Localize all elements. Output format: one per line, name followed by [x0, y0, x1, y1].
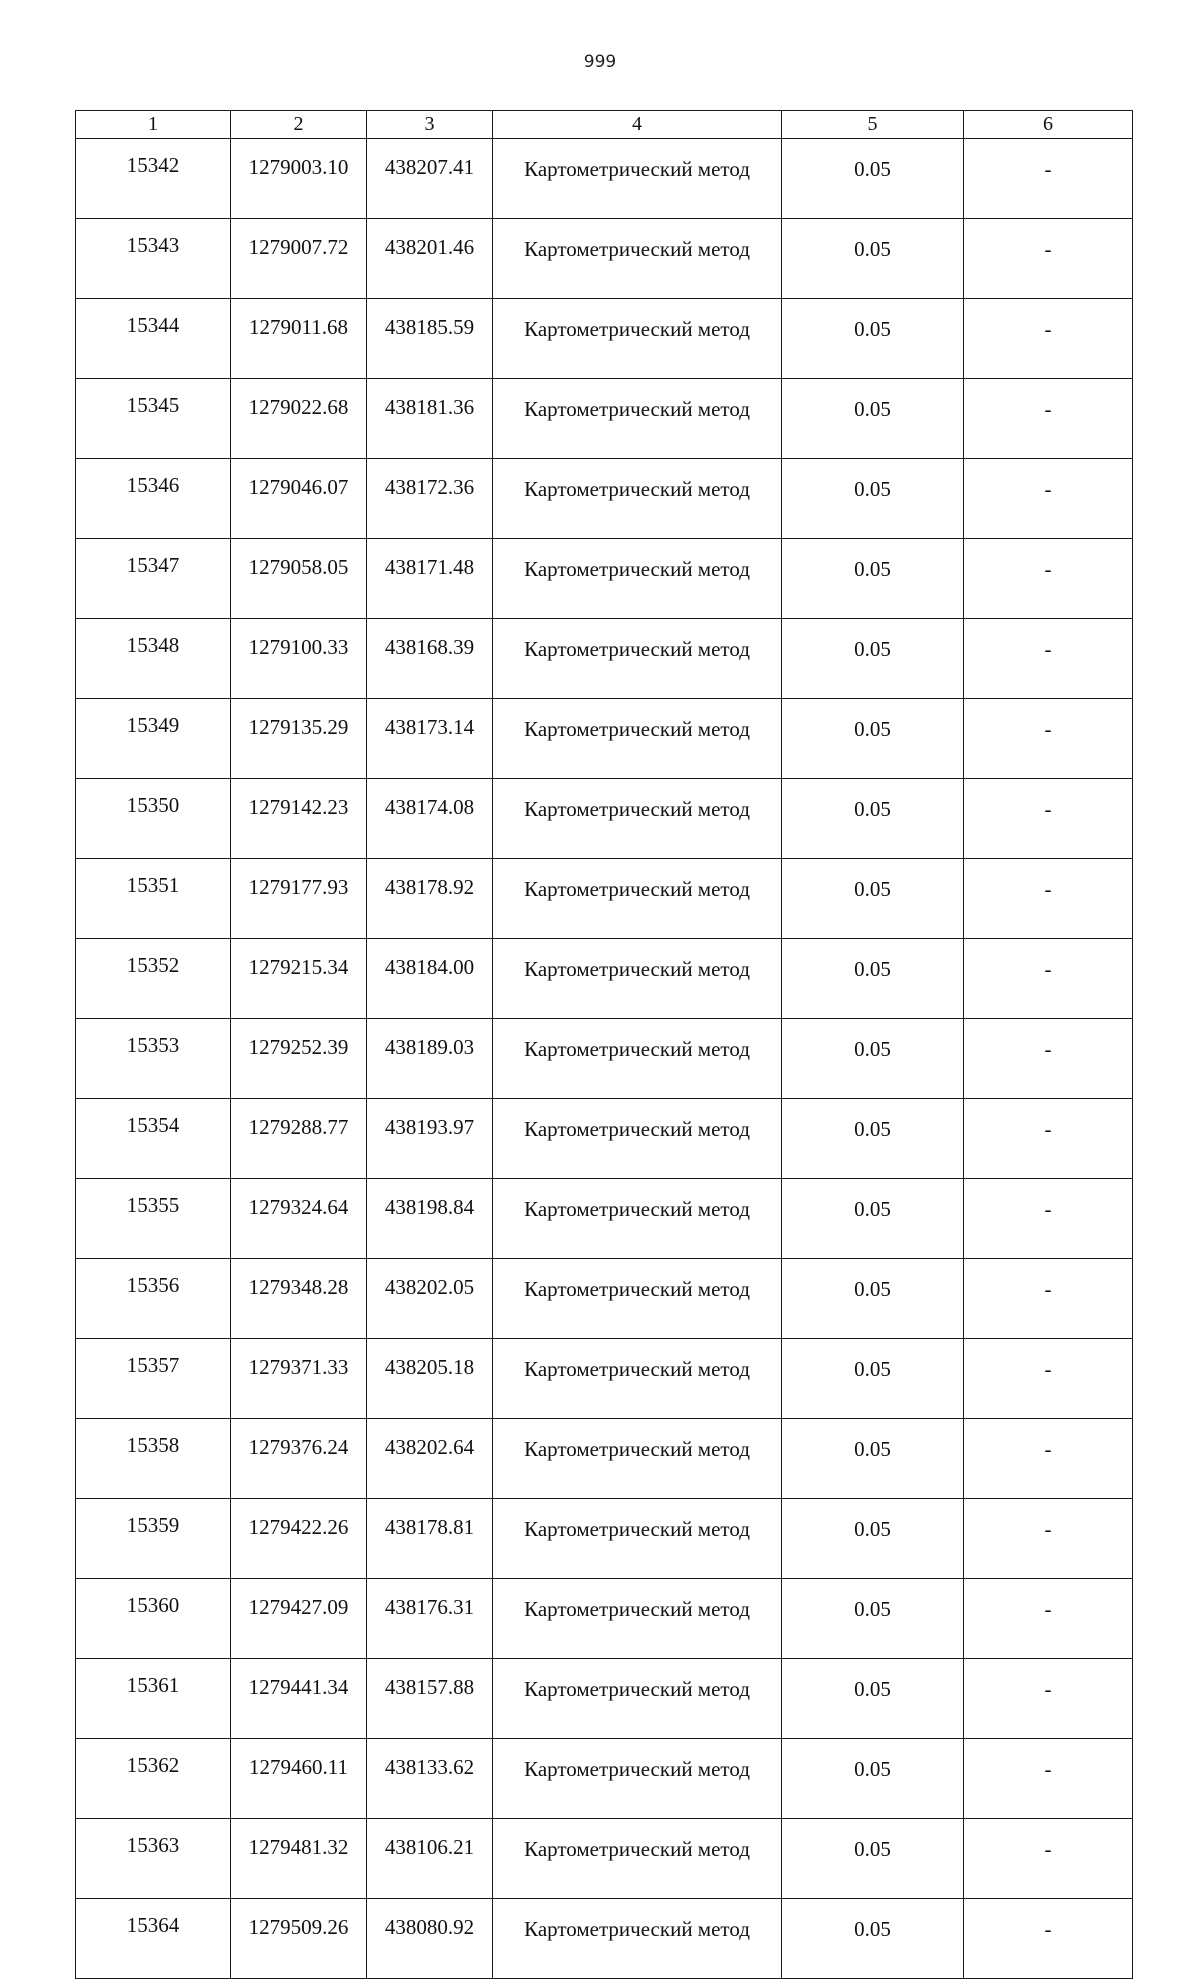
x-coordinate-cell: 1279371.33	[231, 1339, 367, 1419]
note-cell: -	[964, 1579, 1133, 1659]
y-coordinate-cell: 438205.18	[367, 1339, 493, 1419]
y-coordinate-cell: 438133.62	[367, 1739, 493, 1819]
accuracy-cell: 0.05	[782, 1099, 964, 1179]
note-cell: -	[964, 1179, 1133, 1259]
x-coordinate-cell: 1279046.07	[231, 459, 367, 539]
accuracy-cell: 0.05	[782, 1019, 964, 1099]
table-row	[76, 939, 1133, 1019]
x-coordinate-cell: 1279100.33	[231, 619, 367, 699]
point-number-cell: 15356	[76, 1259, 231, 1339]
y-coordinate-cell: 438171.48	[367, 539, 493, 619]
table-row	[76, 699, 1133, 779]
accuracy-cell: 0.05	[782, 859, 964, 939]
column-header: 1	[76, 111, 231, 139]
y-coordinate-cell: 438176.31	[367, 1579, 493, 1659]
method-cell: Картометрический метод	[493, 1899, 782, 1979]
method-cell: Картометрический метод	[493, 699, 782, 779]
accuracy-cell: 0.05	[782, 1899, 964, 1979]
accuracy-cell: 0.05	[782, 1659, 964, 1739]
point-number-cell: 15343	[76, 219, 231, 299]
point-number-cell: 15364	[76, 1899, 231, 1979]
note-cell: -	[964, 379, 1133, 459]
x-coordinate-cell: 1279142.23	[231, 779, 367, 859]
method-cell: Картометрический метод	[493, 1099, 782, 1179]
y-coordinate-cell: 438207.41	[367, 139, 493, 219]
table-row	[76, 1899, 1133, 1979]
x-coordinate-cell: 1279376.24	[231, 1419, 367, 1499]
x-coordinate-cell: 1279288.77	[231, 1099, 367, 1179]
note-cell: -	[964, 1499, 1133, 1579]
point-number-cell: 15342	[76, 139, 231, 219]
table-row	[76, 219, 1133, 299]
x-coordinate-cell: 1279022.68	[231, 379, 367, 459]
page-number: 999	[583, 52, 617, 72]
table-row	[76, 1179, 1133, 1259]
x-coordinate-cell: 1279058.05	[231, 539, 367, 619]
y-coordinate-cell: 438106.21	[367, 1819, 493, 1899]
x-coordinate-cell: 1279481.32	[231, 1819, 367, 1899]
point-number-cell: 15353	[76, 1019, 231, 1099]
accuracy-cell: 0.05	[782, 139, 964, 219]
method-cell: Картометрический метод	[493, 459, 782, 539]
y-coordinate-cell: 438178.92	[367, 859, 493, 939]
table-row	[76, 299, 1133, 379]
point-number-cell: 15361	[76, 1659, 231, 1739]
y-coordinate-cell: 438168.39	[367, 619, 493, 699]
note-cell: -	[964, 1899, 1133, 1979]
table-row	[76, 1099, 1133, 1179]
accuracy-cell: 0.05	[782, 539, 964, 619]
column-header: 2	[231, 111, 367, 139]
method-cell: Картометрический метод	[493, 939, 782, 1019]
table-body	[76, 111, 1133, 1979]
y-coordinate-cell: 438173.14	[367, 699, 493, 779]
method-cell: Картометрический метод	[493, 1339, 782, 1419]
table-row	[76, 459, 1133, 539]
table-row	[76, 1259, 1133, 1339]
note-cell: -	[964, 1819, 1133, 1899]
y-coordinate-cell: 438080.92	[367, 1899, 493, 1979]
x-coordinate-cell: 1279460.11	[231, 1739, 367, 1819]
method-cell: Картометрический метод	[493, 619, 782, 699]
table-row	[76, 1419, 1133, 1499]
accuracy-cell: 0.05	[782, 779, 964, 859]
method-cell: Картометрический метод	[493, 1419, 782, 1499]
accuracy-cell: 0.05	[782, 1419, 964, 1499]
accuracy-cell: 0.05	[782, 299, 964, 379]
x-coordinate-cell: 1279003.10	[231, 139, 367, 219]
note-cell: -	[964, 539, 1133, 619]
point-number-cell: 15344	[76, 299, 231, 379]
point-number-cell: 15357	[76, 1339, 231, 1419]
point-number-cell: 15352	[76, 939, 231, 1019]
note-cell: -	[964, 1739, 1133, 1819]
x-coordinate-cell: 1279427.09	[231, 1579, 367, 1659]
table-row	[76, 379, 1133, 459]
y-coordinate-cell: 438189.03	[367, 1019, 493, 1099]
note-cell: -	[964, 699, 1133, 779]
note-cell: -	[964, 859, 1133, 939]
x-coordinate-cell: 1279422.26	[231, 1499, 367, 1579]
accuracy-cell: 0.05	[782, 619, 964, 699]
x-coordinate-cell: 1279135.29	[231, 699, 367, 779]
accuracy-cell: 0.05	[782, 1259, 964, 1339]
accuracy-cell: 0.05	[782, 1819, 964, 1899]
x-coordinate-cell: 1279011.68	[231, 299, 367, 379]
point-number-cell: 15363	[76, 1819, 231, 1899]
point-number-cell: 15348	[76, 619, 231, 699]
y-coordinate-cell: 438157.88	[367, 1659, 493, 1739]
table-row	[76, 139, 1133, 219]
point-number-cell: 15358	[76, 1419, 231, 1499]
y-coordinate-cell: 438202.05	[367, 1259, 493, 1339]
point-number-cell: 15355	[76, 1179, 231, 1259]
note-cell: -	[964, 619, 1133, 699]
method-cell: Картометрический метод	[493, 379, 782, 459]
method-cell: Картометрический метод	[493, 219, 782, 299]
accuracy-cell: 0.05	[782, 1579, 964, 1659]
note-cell: -	[964, 779, 1133, 859]
y-coordinate-cell: 438185.59	[367, 299, 493, 379]
method-cell: Картометрический метод	[493, 1499, 782, 1579]
table-row	[76, 1339, 1133, 1419]
table-row	[76, 779, 1133, 859]
table-row	[76, 619, 1133, 699]
note-cell: -	[964, 1019, 1133, 1099]
method-cell: Картометрический метод	[493, 1659, 782, 1739]
y-coordinate-cell: 438201.46	[367, 219, 493, 299]
y-coordinate-cell: 438181.36	[367, 379, 493, 459]
accuracy-cell: 0.05	[782, 1499, 964, 1579]
method-cell: Картометрический метод	[493, 139, 782, 219]
x-coordinate-cell: 1279348.28	[231, 1259, 367, 1339]
table-row	[76, 1019, 1133, 1099]
y-coordinate-cell: 438178.81	[367, 1499, 493, 1579]
point-number-cell: 15351	[76, 859, 231, 939]
table-row	[76, 539, 1133, 619]
accuracy-cell: 0.05	[782, 699, 964, 779]
point-number-cell: 15349	[76, 699, 231, 779]
note-cell: -	[964, 1339, 1133, 1419]
accuracy-cell: 0.05	[782, 939, 964, 1019]
method-cell: Картометрический метод	[493, 1579, 782, 1659]
y-coordinate-cell: 438198.84	[367, 1179, 493, 1259]
point-number-cell: 15347	[76, 539, 231, 619]
note-cell: -	[964, 219, 1133, 299]
method-cell: Картометрический метод	[493, 779, 782, 859]
method-cell: Картометрический метод	[493, 859, 782, 939]
point-number-cell: 15360	[76, 1579, 231, 1659]
y-coordinate-cell: 438174.08	[367, 779, 493, 859]
method-cell: Картометрический метод	[493, 1179, 782, 1259]
method-cell: Картометрический метод	[493, 299, 782, 379]
accuracy-cell: 0.05	[782, 1739, 964, 1819]
y-coordinate-cell: 438172.36	[367, 459, 493, 539]
table-row	[76, 1499, 1133, 1579]
x-coordinate-cell: 1279177.93	[231, 859, 367, 939]
note-cell: -	[964, 1419, 1133, 1499]
accuracy-cell: 0.05	[782, 219, 964, 299]
accuracy-cell: 0.05	[782, 1339, 964, 1419]
point-number-cell: 15354	[76, 1099, 231, 1179]
column-header: 4	[493, 111, 782, 139]
note-cell: -	[964, 1659, 1133, 1739]
x-coordinate-cell: 1279252.39	[231, 1019, 367, 1099]
method-cell: Картометрический метод	[493, 1259, 782, 1339]
note-cell: -	[964, 299, 1133, 379]
x-coordinate-cell: 1279509.26	[231, 1899, 367, 1979]
x-coordinate-cell: 1279215.34	[231, 939, 367, 1019]
method-cell: Картометрический метод	[493, 1019, 782, 1099]
table-header-row	[76, 111, 1133, 139]
point-number-cell: 15346	[76, 459, 231, 539]
note-cell: -	[964, 139, 1133, 219]
table-row	[76, 859, 1133, 939]
table-row	[76, 1659, 1133, 1739]
table-row	[76, 1819, 1133, 1899]
accuracy-cell: 0.05	[782, 1179, 964, 1259]
x-coordinate-cell: 1279441.34	[231, 1659, 367, 1739]
point-number-cell: 15359	[76, 1499, 231, 1579]
table-row	[76, 1579, 1133, 1659]
y-coordinate-cell: 438202.64	[367, 1419, 493, 1499]
x-coordinate-cell: 1279007.72	[231, 219, 367, 299]
coordinates-table	[75, 110, 1133, 1979]
accuracy-cell: 0.05	[782, 459, 964, 539]
y-coordinate-cell: 438184.00	[367, 939, 493, 1019]
column-header: 5	[782, 111, 964, 139]
column-header: 3	[367, 111, 493, 139]
point-number-cell: 15362	[76, 1739, 231, 1819]
note-cell: -	[964, 939, 1133, 1019]
point-number-cell: 15345	[76, 379, 231, 459]
accuracy-cell: 0.05	[782, 379, 964, 459]
point-number-cell: 15350	[76, 779, 231, 859]
note-cell: -	[964, 1099, 1133, 1179]
x-coordinate-cell: 1279324.64	[231, 1179, 367, 1259]
method-cell: Картометрический метод	[493, 1739, 782, 1819]
table-row	[76, 1739, 1133, 1819]
note-cell: -	[964, 459, 1133, 539]
method-cell: Картометрический метод	[493, 1819, 782, 1899]
note-cell: -	[964, 1259, 1133, 1339]
method-cell: Картометрический метод	[493, 539, 782, 619]
y-coordinate-cell: 438193.97	[367, 1099, 493, 1179]
column-header: 6	[964, 111, 1133, 139]
